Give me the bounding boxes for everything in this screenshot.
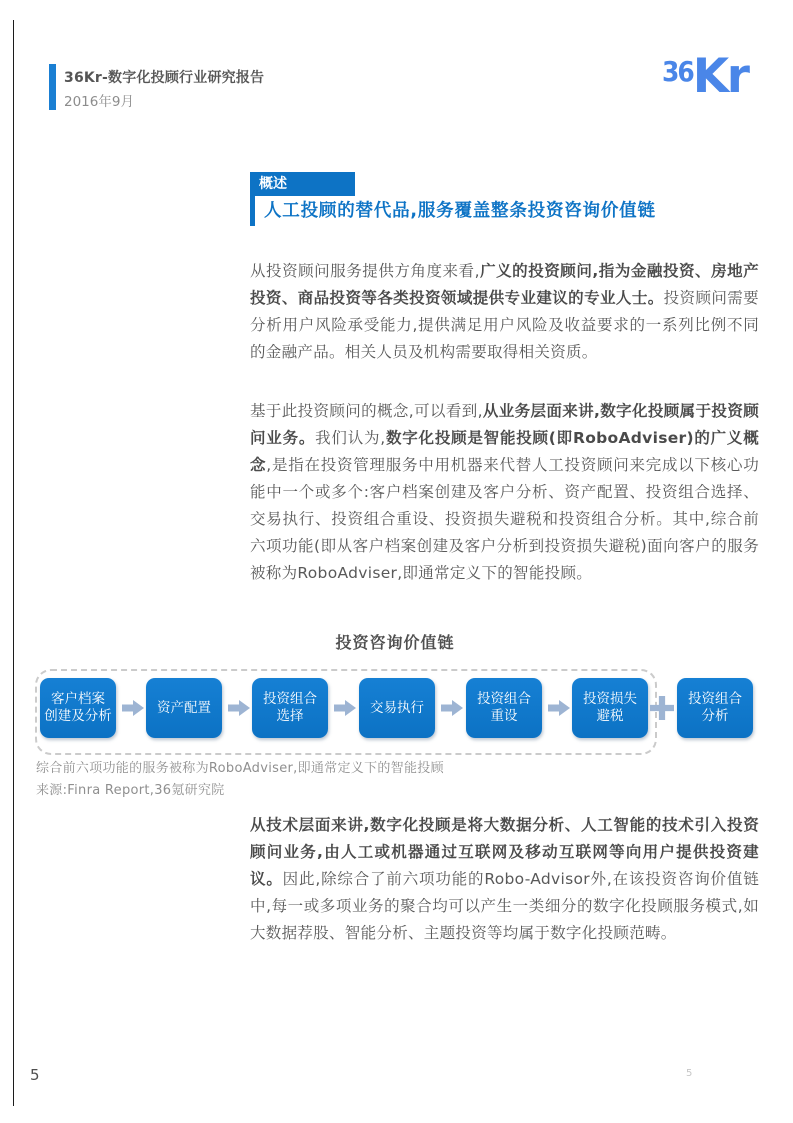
figure-note: 综合前六项功能的服务被称为RoboAdviser,即通常定义下的智能投顾 <box>36 761 444 776</box>
figure-title: 投资咨询价值链 <box>335 633 455 652</box>
report-date: 2016年9月 <box>64 94 134 110</box>
figure-source: 来源:Finra Report,36氪研究院 <box>36 783 225 798</box>
36kr-logo <box>662 49 748 104</box>
chain-box-2 <box>146 678 222 738</box>
header-accent-bar <box>49 64 56 110</box>
chain-box-label-line: 选择 <box>276 708 304 724</box>
chain-box-label-line: 投资组合 <box>477 691 531 707</box>
chain-box-label-line: 交易执行 <box>370 699 424 716</box>
logo-36-text: 36 <box>662 55 693 88</box>
text-run: 因此,除综合了前六项功能的Robo-Advisor外,在该投资咨询价值链中,每一或多项业务的聚合均可以产生一类细分的数字化投顾服务模式,如大数据荐股、智能分析、主题投资等均属于数字化投顾范畴。 <box>250 870 760 942</box>
chain-box-1 <box>40 678 116 738</box>
text-run: 从投资顾问服务提供方角度来看, <box>250 262 480 280</box>
chain-box-label-line: 创建及分析 <box>44 708 112 724</box>
paragraph-1 <box>250 258 759 366</box>
chain-box-label-line: 投资组合 <box>263 691 317 707</box>
chain-box-3 <box>252 678 328 738</box>
paragraph-2 <box>250 398 759 587</box>
page-number-faint: 5 <box>686 1068 693 1079</box>
page-number: 5 <box>30 1066 40 1084</box>
chain-box-7 <box>677 678 753 738</box>
text-run: ,是指在投资管理服务中用机器来代替人工投资顾问来完成以下核心功能中一个或多个:客户档案创建及客户分析、资产配置、投资组合选择、交易执行、投资组合重设、投资损失避税和投资组合分析。其中,综合前六项功能(即从客户档案创建及客户分析到投资损失避税)面向客户的服务被称为RoboAdviser,即通常定义下的智能投顾。 <box>250 456 759 582</box>
chain-box-label-line: 避税 <box>596 708 624 724</box>
chain-box-label-line: 资产配置 <box>157 699 211 716</box>
chain-box-label-line: 分析 <box>701 708 729 724</box>
section-label: 概述 <box>250 172 355 196</box>
paragraph-3 <box>250 812 759 947</box>
chain-box-5 <box>466 678 542 738</box>
section-title: 人工投顾的替代品,服务覆盖整条投资咨询价值链 <box>250 196 760 226</box>
bold-text-run: 广义的投资顾问,指为金融投资、房地产投资、商品投资等各类投资领域提供专业建议的专业人士。 <box>250 262 759 307</box>
chain-box-label-line: 投资组合 <box>688 691 742 707</box>
text-run: 我们认为, <box>315 429 386 447</box>
bold-text-run: 数字化投顾是智能投顾(即RoboAdviser)的广义概念 <box>250 429 759 474</box>
bold-text-run: 从技术层面来讲,数字化投顾是将大数据分析、人工智能的技术引入投资顾问业务,由人工或机器通过互联网及移动互联网等向用户提供投资建议。 <box>250 816 759 888</box>
chain-box-4 <box>359 678 435 738</box>
text-run: 投资顾问需要分析用户风险承受能力,提供满足用户风险及收益要求的一系列比例不同的金融产品。相关人员及机构需要取得相关资质。 <box>250 289 759 361</box>
bold-text-run: 从业务层面来讲,数字化投顾属于投资顾问业务。 <box>250 402 759 447</box>
report-title: 36Kr-数字化投顾行业研究报告 <box>64 70 265 86</box>
text-run: 基于此投资顾问的概念,可以看到, <box>250 402 483 420</box>
value-chain-diagram <box>35 668 757 758</box>
left-margin-rule <box>13 20 14 1106</box>
chain-box-label-line: 投资损失 <box>583 691 637 707</box>
chain-box-label-line: 客户档案 <box>51 691 105 707</box>
logo-kr-text: Kr <box>692 49 748 104</box>
chain-box-6 <box>572 678 648 738</box>
chain-box-label-line: 重设 <box>490 708 518 724</box>
